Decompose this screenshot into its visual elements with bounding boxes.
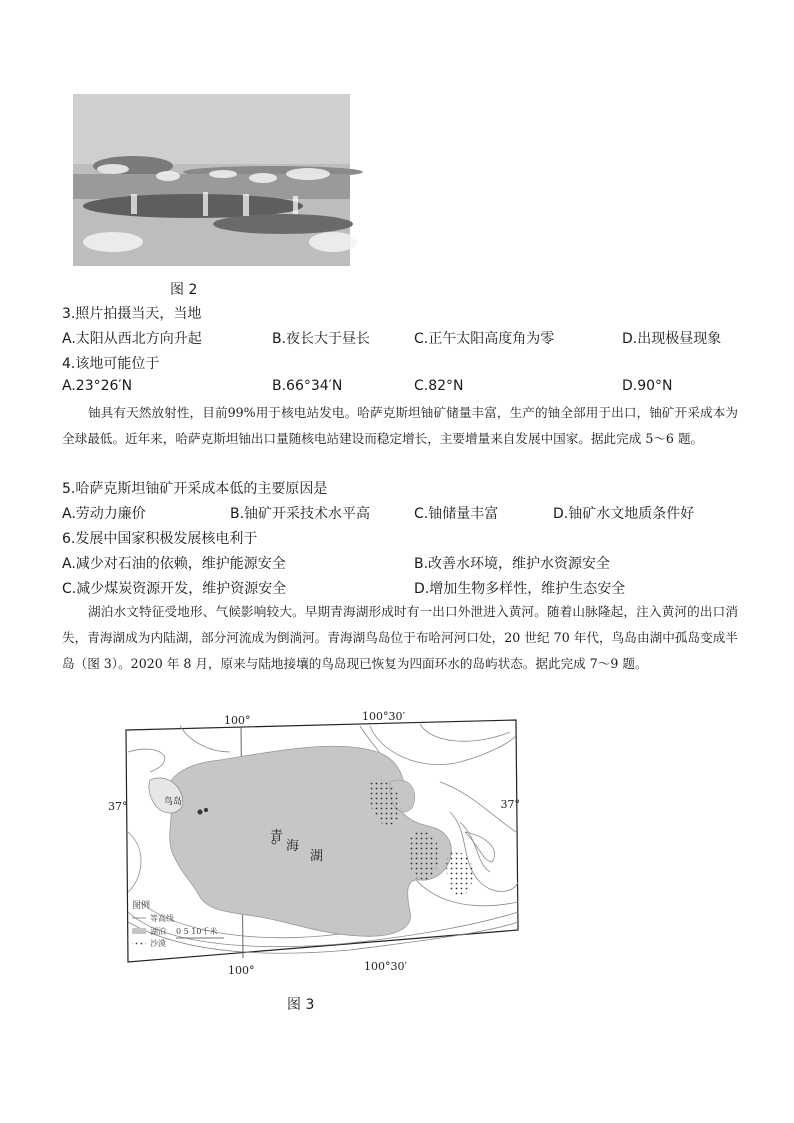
q4-option-b: B.66°34′N [272,378,343,394]
q3-option-d: D.出现极昼现象 [622,331,722,347]
lon-bottom-right: 100°30′ [364,960,407,973]
legend-lake: 湖泊 [150,927,166,936]
night-photo [73,94,350,266]
lon-top-left: 100° [224,714,251,727]
lon-top-right: 100°30′ [362,710,405,723]
q4-option-c: C.82°N [414,378,464,394]
q3-option-b: B.夜长大于昼长 [272,331,371,347]
q5-stem: 5.哈萨克斯坦铀矿开采成本低的主要原因是 [62,481,328,497]
bird-island-label: 鸟岛 [164,797,183,807]
island-dot [198,810,203,815]
lon-bottom-left: 100° [228,964,255,977]
scale-label: 0 5 10千米 [176,927,218,936]
lake-char-2: 海 [286,839,300,854]
q5-option-d: D.铀矿水文地质条件好 [553,506,695,522]
q4-option-d: D.90°N [622,378,673,394]
q5-option-b: B.铀矿开采技术水平高 [230,506,371,522]
lat-right: 37° [500,798,520,811]
figure3-caption: 图 3 [287,997,315,1013]
q6-option-c: C.减少煤炭资源开发，维护资源安全 [62,581,287,597]
q6-option-b: B.改善水环境，维护水资源安全 [414,556,611,572]
legend-contour: 等高线 [150,914,174,923]
passage-uranium: 铀具有天然放射性，目前99%用于核电站发电。哈萨克斯坦铀矿储量丰富，生产的铀全部用于出口，铀矿开采成本为全球最低。近年来，哈萨克斯坦铀出口量随核电站建设而稳定增长，主要增量来自发展中国家。据此完成 5～6 题。 [62,405,738,446]
lat-left: 37° [108,800,128,813]
lake-char-1: 青 [270,829,284,844]
legend-title: 图例 [132,901,151,911]
qinghai-lake-map [108,710,524,977]
q3-option-c: C.正午太阳高度角为零 [414,331,555,347]
q3-option-a: A.太阳从西北方向升起 [62,331,202,347]
q6-option-a: A.减少对石油的依赖，维护能源安全 [62,556,286,572]
legend-desert: 沙漠 [150,939,166,948]
q3-stem: 3.照片拍摄当天，当地 [62,306,202,322]
q5-option-c: C.铀储量丰富 [414,506,499,522]
q6-stem: 6.发展中国家积极发展核电利于 [62,531,258,547]
q5-option-a: A.劳动力廉价 [62,506,146,522]
figure2-caption: 图 2 [170,282,198,298]
lake-char-3: 湖 [310,849,324,864]
q4-stem: 4.该地可能位于 [62,356,160,372]
passage-qinghai-lake: 湖泊水文特征受地形、气候影响较大。早期青海湖形成时有一出口外泄进入黄河。随着山脉隆起，注入黄河的出口消失，青海湖成为内陆湖，部分河流成为倒淌河。青海湖鸟岛位于布哈河河口处，20 世纪 70 年代，鸟岛由湖中孤岛变成半岛（图 3）。2020 年 8 月，原来与陆地接壤的鸟岛现已恢复为四面环水的岛屿状态。据此完成 7～9 题。 [62,604,738,671]
q4-option-a: A.23°26′N [62,378,133,394]
q6-option-d: D.增加生物多样性，维护生态安全 [414,581,626,597]
